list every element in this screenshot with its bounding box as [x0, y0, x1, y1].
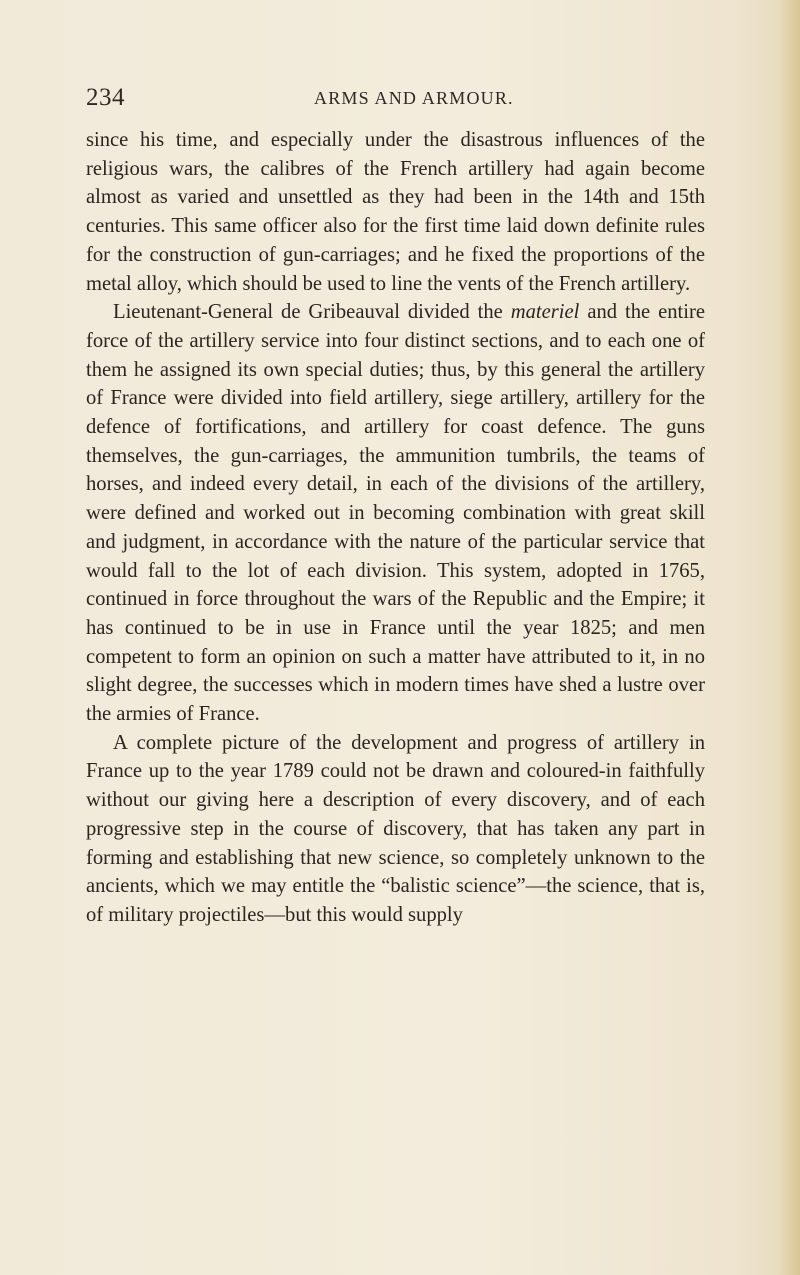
paragraph-2: [86, 298, 705, 729]
paragraph-1: since his time, and especially under the disastrous influences of the religious wars, the calibres of the French artillery had again become almost as varied and unsettled as they had been in the 14th and 15th centuries. This same officer also for the first time laid down definite rules for the construction of gun-carriages; and he fixed the proportions of the metal alloy, which should be used to line the vents of the French artillery.: [86, 129, 705, 295]
paragraph-2-rest: and the entire force of the artillery service into four distinct sections, and to each one of them he assigned its own special duties; thus, by this general the artillery of France were divided into field artillery, siege artillery, artillery for the defence of fortifications, and artillery for coast defence. The guns themselves, the gun-carriages, the ammunition tumbrils, the teams of horses, and indeed every detail, in each of the divisions of the artillery, were defined and worked out in becoming combination with great skill and judgment, in accordance with the nature of the particular service that would fall to the lot of each division. This system, adopted in 1765, continued in force throughout the wars of the Republic and the Empire; it has continued to be in use in France until the year 1825; and men competent to form an opinion on such a matter have attributed to it, in no slight degree, the successes which in modern times have shed a lustre over the armies of France.: [86, 301, 705, 726]
page-edge-shading: [778, 0, 800, 1275]
italic-term-materiel: materiel: [510, 301, 580, 324]
running-title: ARMS AND ARMOUR.: [314, 88, 514, 108]
paragraph-2-lead: Lieutenant-General de Gribeauval divided the: [113, 301, 511, 324]
page-number: 234: [86, 84, 125, 111]
page-header: [86, 84, 706, 118]
body-text: [86, 126, 705, 930]
paragraph-3: A complete picture of the development and progress of artillery in France up to the year 1789 could not be drawn and coloured-in faithfully without our giving here a description of every discovery, and of each progressive step in the course of discovery, that has taken any part in forming and establishing that new science, so completely unknown to the ancients, which we may entitle the “balistic science”—the science, that is, of military projectiles—but this would supply: [86, 731, 705, 926]
